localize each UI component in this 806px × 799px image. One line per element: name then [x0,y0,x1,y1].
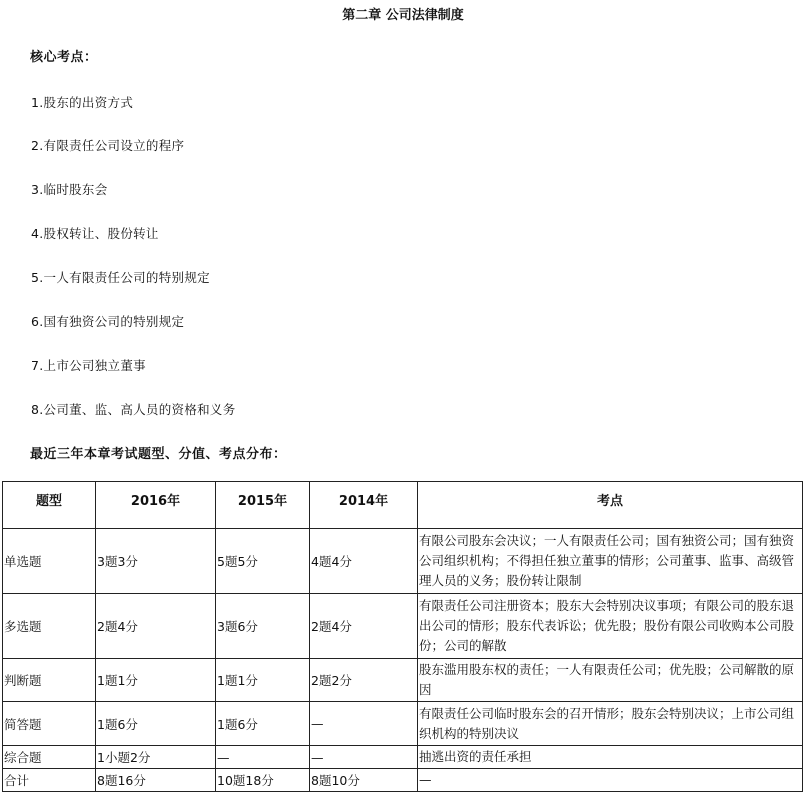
header-2014: 2014年 [310,482,418,529]
table-row [3,769,803,792]
cell-2015: 1题6分 [216,702,310,746]
cell-2016: 1题1分 [96,659,216,702]
chapter-title: 第二章 公司法律制度 [342,8,464,23]
cell-points: 抽逃出资的责任承担 [418,746,803,769]
cell-type: 多选题 [3,594,96,659]
cell-2015: 3题6分 [216,594,310,659]
cell-2015: 1题1分 [216,659,310,702]
core-point-7: 7.上市公司独立董事 [31,358,146,373]
core-point-3: 3.临时股东会 [31,182,108,197]
cell-2015: — [216,746,310,769]
cell-points: 股东滥用股东权的责任；一人有限责任公司；优先股；公司解散的原因 [418,659,803,702]
table-row [3,659,803,702]
table-row [3,702,803,746]
exam-distribution-table [2,481,803,792]
header-type: 题型 [3,482,96,529]
header-2015: 2015年 [216,482,310,529]
cell-type: 综合题 [3,746,96,769]
cell-2014: — [310,702,418,746]
cell-2014: — [310,746,418,769]
cell-points: 有限责任公司注册资本；股东大会特别决议事项；有限公司的股东退出公司的情形；股东代表诉讼；优先股；股份有限公司收购本公司股份；公司的解散 [418,594,803,659]
core-point-1: 1.股东的出资方式 [31,95,134,110]
core-point-8: 8.公司董、监、高人员的资格和义务 [31,402,236,417]
header-points: 考点 [418,482,803,529]
cell-2016: 8题16分 [96,769,216,792]
cell-2015: 10题18分 [216,769,310,792]
cell-points: — [418,769,803,792]
header-2016: 2016年 [96,482,216,529]
cell-2014: 8题10分 [310,769,418,792]
core-point-5: 5.一人有限责任公司的特别规定 [31,270,210,285]
distribution-heading: 最近三年本章考试题型、分值、考点分布： [30,447,287,462]
table-header-row [3,482,803,529]
cell-2015: 5题5分 [216,529,310,594]
cell-type: 判断题 [3,659,96,702]
table-row [3,594,803,659]
cell-2014: 4题4分 [310,529,418,594]
table-row [3,746,803,769]
core-point-6: 6.国有独资公司的特别规定 [31,314,185,329]
core-point-2: 2.有限责任公司设立的程序 [31,138,185,153]
cell-type: 合计 [3,769,96,792]
core-point-4: 4.股权转让、股份转让 [31,226,159,241]
cell-points: 有限责任公司临时股东会的召开情形；股东会特别决议；上市公司组织机构的特别决议 [418,702,803,746]
table-row [3,529,803,594]
cell-2014: 2题2分 [310,659,418,702]
core-points-heading: 核心考点： [30,50,98,65]
cell-2016: 1小题2分 [96,746,216,769]
cell-2016: 2题4分 [96,594,216,659]
cell-points: 有限公司股东会决议；一人有限责任公司；国有独资公司；国有独资公司组织机构；不得担任独立董事的情形；公司董事、监事、高级管理人员的义务；股份转让限制 [418,529,803,594]
cell-2016: 1题6分 [96,702,216,746]
cell-type: 单选题 [3,529,96,594]
cell-2016: 3题3分 [96,529,216,594]
cell-2014: 2题4分 [310,594,418,659]
cell-type: 简答题 [3,702,96,746]
